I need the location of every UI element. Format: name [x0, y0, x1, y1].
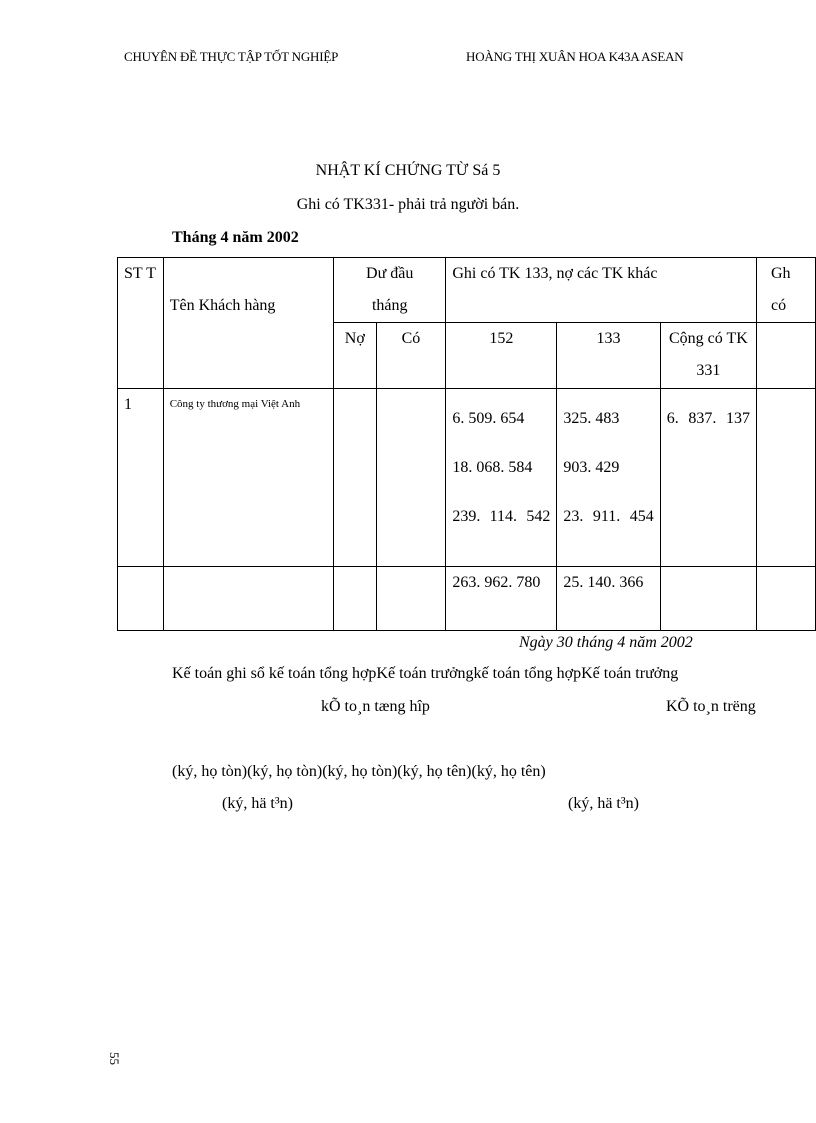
total-customer — [163, 567, 333, 631]
total-152: 263. 962. 780 — [446, 567, 557, 631]
header-empty — [756, 323, 815, 389]
roles-line: Kế toán ghi sổ kế toán tổng hợpKế toán trưởngkế toán tổng hợpKế toán trưởng — [172, 665, 679, 682]
page-subtitle: Ghi có TK331- phải trả người bán. — [296, 196, 520, 213]
table-header-row — [118, 258, 816, 323]
signatures-line: (ký, họ tòn)(ký, họ tòn)(ký, họ tòn)(ký, họ tên)(ký, họ tên) — [172, 763, 546, 780]
header-customer-label: Tên Khách hàng — [169, 297, 276, 314]
header-credit: Có — [376, 323, 446, 389]
cell-133 — [557, 389, 660, 567]
table-row — [118, 389, 816, 567]
table-total-row — [118, 567, 816, 631]
cell-total — [660, 389, 756, 567]
page-title: NHẬT KÍ CHỨNG TỪ Sá 5 — [315, 162, 501, 179]
month-label: Tháng 4 năm 2002 — [172, 229, 299, 246]
cell-debit — [334, 389, 376, 567]
value-152-a: 6. 509. 654 — [452, 410, 525, 427]
cell-credit — [376, 389, 446, 567]
value-152-b: 18. 068. 584 — [452, 459, 533, 476]
header-overflow: Gh có — [756, 258, 815, 323]
cell-customer: Công ty thương mại Việt Anh — [163, 389, 333, 567]
value-133-c: 23. 911. 454 — [563, 508, 654, 525]
cell-stt: 1 — [118, 389, 164, 567]
header-opening: Dư đầu tháng — [334, 258, 446, 323]
role-left-garbled: kÕ to¸n tæng hîp — [321, 698, 430, 715]
header-customer — [163, 258, 333, 389]
report-date: Ngày 30 tháng 4 năm 2002 — [519, 634, 693, 651]
value-total: 6. 837. 137 — [666, 410, 750, 427]
total-sum — [660, 567, 756, 631]
value-133-a: 325. 483 — [563, 410, 620, 427]
total-credit — [376, 567, 446, 631]
total-overflow — [756, 567, 815, 631]
cell-152 — [446, 389, 557, 567]
ledger-table — [117, 257, 816, 631]
header-debit: Nợ — [334, 323, 376, 389]
total-133: 25. 140. 366 — [557, 567, 660, 631]
signature-left-garbled: (ký, hä t³n) — [222, 795, 293, 812]
header-133: 133 — [557, 323, 660, 389]
total-debit — [334, 567, 376, 631]
header-right: HOÀNG THỊ XUÂN HOA K43A ASEAN — [466, 49, 684, 64]
value-133-b: 903. 429 — [563, 459, 620, 476]
header-stt: ST T — [118, 258, 164, 389]
value-152-c: 239. 114. 542 — [452, 508, 551, 525]
role-right-garbled: KÕ to¸n trëng — [666, 698, 756, 715]
page-number: 55 — [107, 1052, 122, 1065]
header-credit-group: Ghi có TK 133, nợ các TK khác — [446, 258, 757, 323]
header-152: 152 — [446, 323, 557, 389]
cell-overflow — [756, 389, 815, 567]
header-total: Cộng có TK 331 — [660, 323, 756, 389]
total-stt — [118, 567, 164, 631]
header-left: CHUYÊN ĐỀ THỰC TẬP TỐT NGHIỆP — [124, 49, 339, 64]
signature-right-garbled: (ký, hä t³n) — [568, 795, 639, 812]
